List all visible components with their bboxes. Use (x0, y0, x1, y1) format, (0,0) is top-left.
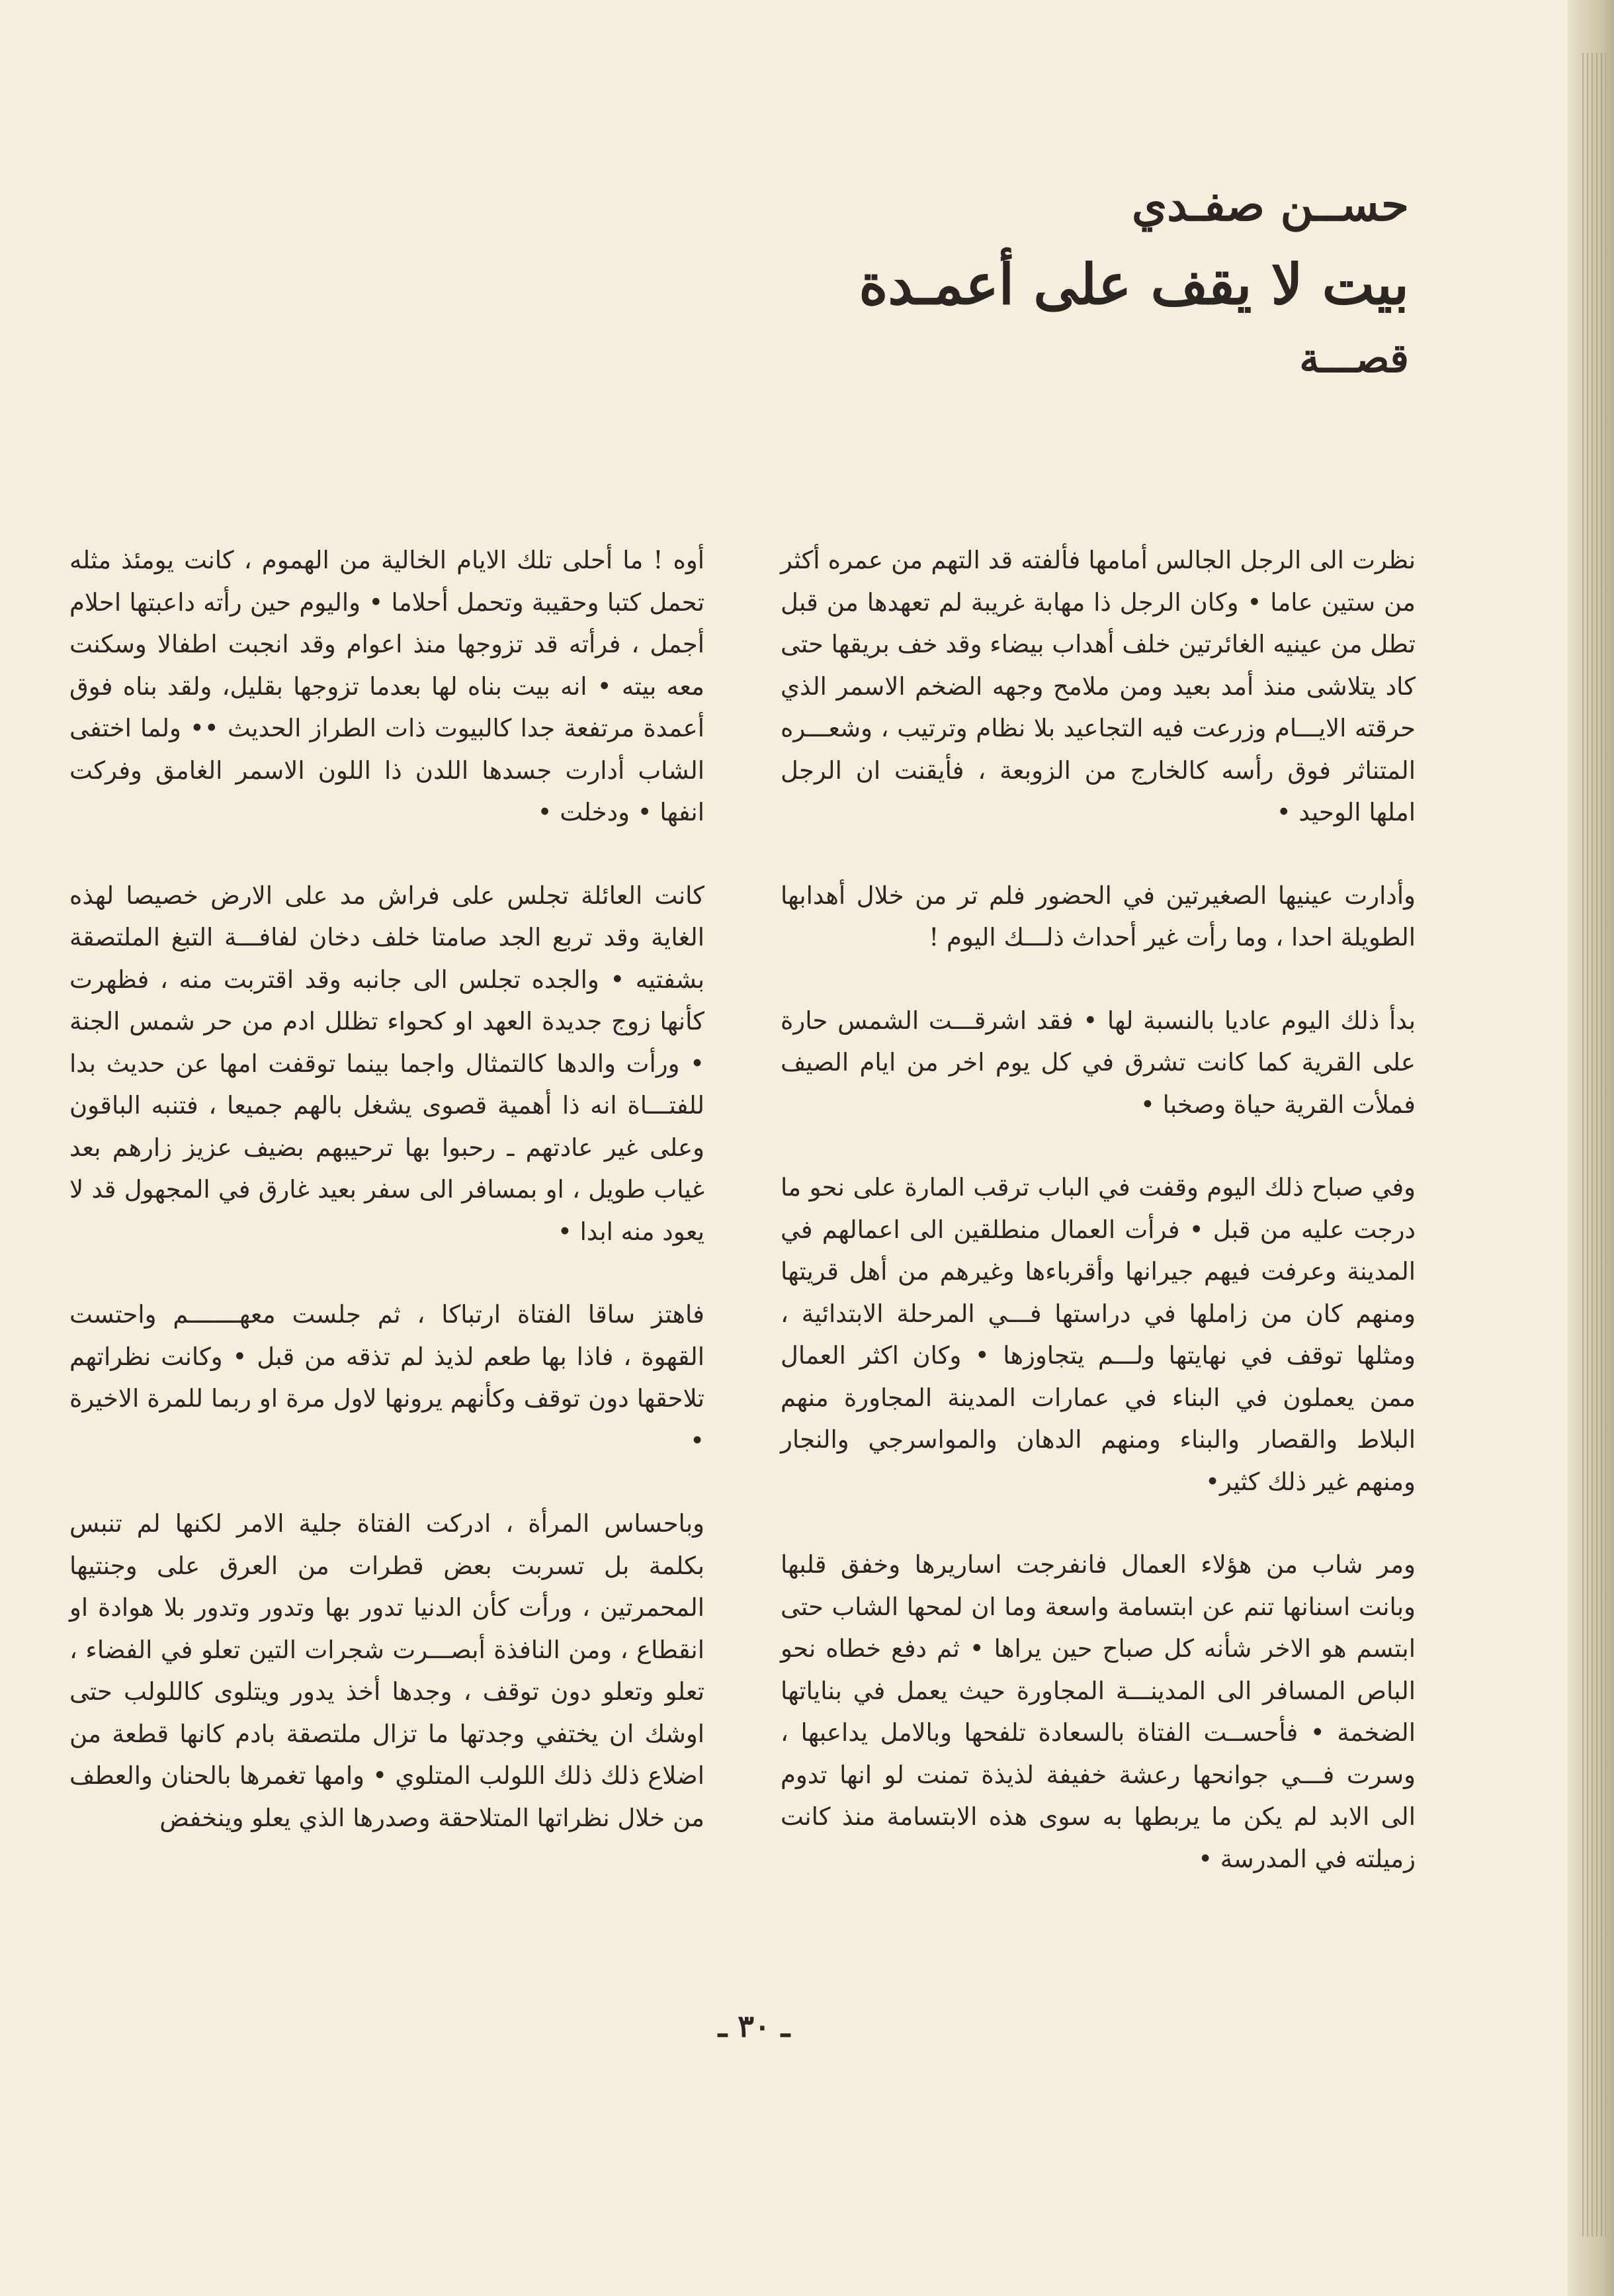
paragraph: نظرت الى الرجل الجالس أمامها فألفته قد التهم من عمره أكثر من ستين عاما • وكان الرجل ذا مهابة غريبة لم تعهدها من قبل تطل من عينيه الغائرتين خلف أهداب بيضاء وقد خف بريقها حتى كاد يتلاشى منذ أمد بعيد ومن ملامح وجهه الضخم الاسمر الذي حرقته الايـــام وزرعت فيه التجاعيد بلا نظام وترتيب ، وشعـــره المتناثر فوق رأسه كالخارج من الزوبعة ، فأيقنت ان الرجل املها الوحيد • (781, 546, 1416, 826)
paragraph: كانت العائلة تجلس على فراش مد على الارض خصيصا لهذه الغاية وقد تربع الجد صامتا خلف دخان لفافـــة التبغ الملتصقة بشفتيه • والجده تجلس الى جانبه وقد اقتربت منه ، فظهرت كأنها زوج جديدة العهد او كحواء تظلل ادم من حر شمس الجنة • ورأت والدها كالتمثال واجما بينما توقفت امها عن حديث بدا للفتـــاة انه ذا أهمية قصوى يشغل بالهم جميعا ، فتنبه الباقون وعلى غير عادتهم ـ رحبوا بها ترحيبهم بضيف عزيز زارهم بعد غياب طويل ، او بمسافر الى سفر بعيد غارق في المجهول قد لا يعود منه ابدا • (69, 881, 704, 1246)
paragraph: وفي صباح ذلك اليوم وقفت في الباب ترقب المارة على نحو ما درجت عليه من قبل • فرأت العمال منطلقين الى اعمالهم في المدينة وعرفت فيهم جيرانها وأقرباءها وغيرهم من أهل قريتها ومنهم كان من زاملها في دراستها فـــي المرحلة الابتدائية ، ومثلها توقف في نهايتها ولـــم يتجاوزها • وكان اكثر العمال ممن يعملون في البناء في عمارات المدينة المجاورة منهم البلاط والقصار والبناء ومنهم الدهان والمواسرجي والنجار ومنهم غير ذلك كثير• (781, 1173, 1416, 1496)
page-edge-lines (1582, 53, 1606, 2236)
story-header (814, 179, 1409, 382)
paragraph: وأدارت عينيها الصغيرتين في الحضور فلم تر من خلال أهدابها الطويلة احدا ، وما رأت غير أحداث ذلـــك اليوم ! (781, 881, 1416, 951)
paragraph: فاهتز ساقا الفتاة ارتباكا ، ثم جلست معهـــــــم واحتست القهوة ، فاذا بها طعم لذيذ لم تذقه من قبل • وكانت نظراتهم تلاحقها دون توقف وكأنهم يرونها لاول مرة او ربما للمرة الاخيرة • (69, 1300, 704, 1455)
text-column-right (781, 539, 1416, 1880)
page-number: ـ ٣٠ ـ (718, 2008, 790, 2044)
paragraph: وباحساس المرأة ، ادركت الفتاة جلية الامر لكنها لم تنبس بكلمة بل تسربت بعض قطرات من العرق على وجنتيها المحمرتين ، ورأت كأن الدنيا تدور بها وتدور وتدور بلا هوادة او انقطاع ، ومن النافذة أبصـــرت شجرات التين تعلو في الفضاء ، تعلو وتعلو دون توقف ، وجدها أخذ يدور ويتلوى كاللولب حتى اوشك ان يختفي وجدتها ما تزال ملتصقة بادم كانها قطعة من اضلاع ذلك ذلك اللولب المتلوي • وامها تغمرها بالحنان والعطف من خلال نظراتها المتلاحقة وصدرها الذي يعلو وينخفض (69, 1509, 704, 1832)
story-genre: قصـــة (1299, 335, 1409, 382)
paragraph: ومر شاب من هؤلاء العمال فانفرجت اساريرها وخفق قلبها وبانت اسنانها تنم عن ابتسامة واسعة وما ان لمحها الشاب حتى ابتسم هو الاخر شأنه كل صباح حين يراها • ثم دفع خطاه نحو الباص المسافر الى المدينـــة المجاورة حيث يعمل في بناياتها الضخمة • فأحســت الفتاة بالسعادة تلفحها وبالامل يداعبها ، وسرت فـــي جوانحها رعشة خفيفة لذيذة تمنت لو انها تدوم الى الابد لم يكن ما يربطها به سوى هذه الابتسامة منذ كانت زميلته في المدرسة • (781, 1550, 1416, 1873)
page-edge (1568, 0, 1614, 2296)
paragraph: بدأ ذلك اليوم عاديا بالنسبة لها • فقد اشرقـــت الشمس حارة على القرية كما كانت تشرق في كل يوم اخر من ايام الصيف فملأت القرية حياة وصخبا • (781, 1006, 1416, 1119)
author-name: حســن صفـدي (1132, 179, 1409, 232)
story-title: بيت لا يقف على أعمـدة (859, 251, 1409, 317)
paragraph: أوه ! ما أحلى تلك الايام الخالية من الهموم ، كانت يومئذ مثله تحمل كتبا وحقيبة وتحمل أحلاما • واليوم حين رأته داعبتها احلام أجمل ، فرأته قد تزوجها منذ اعوام وقد انجبت اطفالا وسكنت معه بيته • انه بيت بناه لها بعدما تزوجها بقليل، ولقد بناه فوق أعمدة مرتفعة جدا كالبيوت ذات الطراز الحديث •• ولما اختفى الشاب أدارت جسدها اللدن ذا اللون الاسمر الغامق وفركت انفها • ودخلت • (69, 546, 704, 826)
text-column-left (69, 539, 704, 1839)
